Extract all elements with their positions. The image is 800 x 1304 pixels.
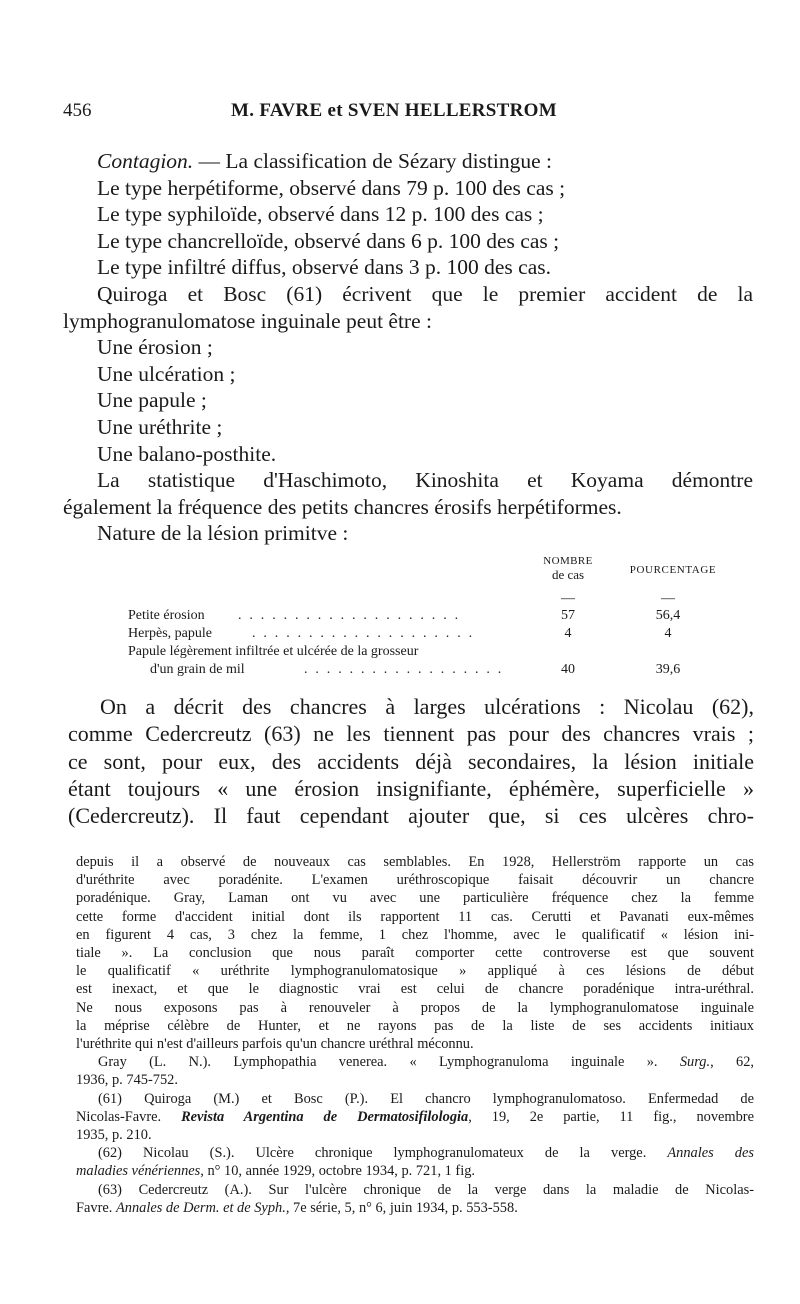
row-percent: 4	[664, 626, 672, 641]
lesion-list-item: Une balano-posthite.	[97, 441, 277, 466]
lesion-list-item: Une érosion ;	[97, 335, 213, 360]
body-line: On a décrit des chancres à larges ulcérations : Nicolau (62),	[100, 694, 754, 719]
table-row	[128, 607, 688, 625]
reference-text: , n° 10, année 1929, octobre 1934, p. 721, 1 fig.	[200, 1163, 476, 1180]
lesion-list-item: Une papule ;	[97, 388, 207, 413]
column-header-percent: POURCENTAGE	[629, 564, 717, 576]
leader-dots: . . . . . . . . . . . . . . . . . .	[304, 662, 504, 677]
page-header	[63, 100, 753, 126]
reference-text: Nicolas-Favre.	[76, 1108, 182, 1125]
type-line: Le type syphiloïde, observé dans 12 p. 100 des cas ;	[97, 202, 544, 227]
footnote-line: d'uréthrite avec poradénite. L'examen uréthroscopique faisait découvrir un chancre	[76, 872, 754, 889]
reference-text: , 19, 2e partie, 11 fig., novembre	[468, 1108, 754, 1125]
table-row	[128, 643, 688, 661]
body-text-bottom	[68, 693, 754, 829]
journal-title: maladies vénériennes	[76, 1163, 201, 1180]
contagion-label: Contagion.	[97, 149, 194, 173]
journal-title: Surg.	[679, 1054, 711, 1071]
row-label: d'un grain de mil	[150, 662, 245, 677]
footnote-line: est inexact, et que le diagnostic vrai est celui de chancre poradénique intra-uréthral.	[76, 981, 754, 998]
body-line: (Cedercreutz). Il faut cependant ajouter que, si ces ulcères chro-	[68, 803, 754, 829]
reference-text: Favre.	[76, 1199, 116, 1216]
journal-title: Annales de Derm. et de Syph.	[115, 1199, 286, 1216]
leader-dots: . . . . . . . . . . . . . . . . . . . .	[238, 608, 461, 623]
row-label: Papule légèrement infiltrée et ulcérée de la grosseur	[128, 644, 419, 659]
quiroga-line: lymphogranulomatose inguinale peut être :	[63, 308, 432, 333]
row-count: 40	[561, 662, 575, 677]
row-percent: 56,4	[655, 608, 681, 623]
header-dash: —	[661, 591, 675, 606]
contagion-text: — La classification de Sézary distingue :	[193, 149, 552, 173]
nature-line: Nature de la lésion primitve :	[97, 521, 349, 546]
type-line: Le type infiltré diffus, observé dans 3 p. 100 des cas.	[97, 255, 551, 280]
lesion-table	[128, 555, 717, 679]
page-number: 456	[63, 100, 92, 121]
reference-text: , 62,	[710, 1054, 754, 1071]
journal-title: Annales des	[667, 1145, 754, 1162]
reference-text: , 7e série, 5, n° 6, juin 1934, p. 553-558.	[285, 1199, 518, 1216]
contagion-paragraph	[63, 148, 753, 175]
reference-63: (63) Cedercreutz (A.). Sur l'ulcère chronique de la verge dans la maladie de Nicolas-	[98, 1181, 754, 1198]
footnote-line: depuis il a observé de nouveaux cas semblables. En 1928, Hellerström rapporte un cas	[76, 854, 754, 870]
journal-title: Revista Argentina de Dermatosifilologia	[181, 1108, 469, 1125]
reference-line	[76, 1199, 754, 1217]
row-label: Petite érosion	[128, 608, 205, 623]
table-row	[128, 661, 688, 679]
footnote-line: en figurent 4 cas, 3 chez la femme, 1 chez l'homme, avec le qualificatif « lésion ini-	[76, 926, 754, 943]
footnote-line: le qualificatif « uréthrite lymphogranulomatosique » appliqué à ces lésions de début	[76, 963, 754, 980]
row-label: Herpès, papule	[128, 626, 212, 641]
quiroga-line: Quiroga et Bosc (61) écrivent que le premier accident de la	[97, 281, 753, 306]
column-header-count-line2: de cas	[551, 567, 585, 582]
footnotes	[76, 853, 754, 1217]
body-line: ce sont, pour eux, des accidents déjà secondaires, la lésion initiale	[68, 748, 754, 774]
reference-text: (62) Nicolau (S.). Ulcère chronique lymphogranulomateux de la verge.	[98, 1145, 668, 1162]
type-line: Le type herpétiforme, observé dans 79 p. 100 des cas ;	[97, 175, 566, 200]
header-dash: —	[561, 591, 575, 606]
reference-62	[76, 1144, 754, 1162]
footnote-line: tiale ». La conclusion que nous paraît comporter cette controverse est que souvent	[76, 945, 754, 962]
reference-line	[76, 1162, 754, 1180]
table-header-rule	[128, 591, 688, 607]
reference-line: 1936, p. 745-752.	[76, 1072, 178, 1089]
column-header-count	[538, 555, 598, 581]
statistic-line: La statistique d'Haschimoto, Kinoshita et Koyama démontre	[97, 468, 753, 493]
leader-dots: . . . . . . . . . . . . . . . . . . . .	[252, 626, 475, 641]
body-text-top	[63, 148, 753, 547]
table-row	[128, 625, 688, 643]
table-header	[128, 555, 717, 591]
reference-line	[76, 1108, 754, 1126]
statistic-line: également la fréquence des petits chancres érosifs herpétiformes.	[63, 494, 622, 519]
reference-gray	[76, 1053, 754, 1071]
footnote-line: cette forme d'accident initial dont ils rapportent 11 cas. Cerutti et Pavanati eux-mêmes	[76, 908, 754, 925]
running-head: M. FAVRE et SVEN HELLERSTROM	[231, 100, 557, 121]
row-count: 57	[561, 608, 575, 623]
footnote-line: l'uréthrite qui n'est d'ailleurs parfois qu'un chancre uréthral méconnu.	[76, 1036, 474, 1053]
reference-line: 1935, p. 210.	[76, 1127, 152, 1144]
row-percent: 39,6	[655, 662, 681, 677]
footnote-line: Ne nous exposons pas à renouveler à propos de la lymphogranulomatose inguinale	[76, 999, 754, 1016]
footnote-line: la méprise célèbre de Hunter, et ne rayons pas de la liste de ses accidents initiaux	[76, 1017, 754, 1034]
type-line: Le type chancrelloïde, observé dans 6 p. 100 des cas ;	[97, 228, 560, 253]
reference-text: Gray (L. N.). Lymphopathia venerea. « Lymphogranuloma inguinale ».	[98, 1054, 680, 1071]
body-line: comme Cedercreutz (63) ne les tiennent pas pour des chancres vrais ;	[68, 721, 754, 747]
column-header-count-line1: NOMBRE	[543, 555, 593, 567]
row-count: 4	[564, 626, 572, 641]
body-line: étant toujours « une érosion insignifiante, éphémère, superficielle »	[68, 775, 754, 801]
footnote-line: poradénique. Gray, Laman ont vu avec une particulière fréquence chez la femme	[76, 890, 754, 907]
reference-61: (61) Quiroga (M.) et Bosc (P.). El chancro lymphogranulomatoso. Enfermedad de	[98, 1090, 754, 1107]
lesion-list-item: Une uréthrite ;	[97, 414, 223, 439]
lesion-list-item: Une ulcération ;	[97, 361, 236, 386]
